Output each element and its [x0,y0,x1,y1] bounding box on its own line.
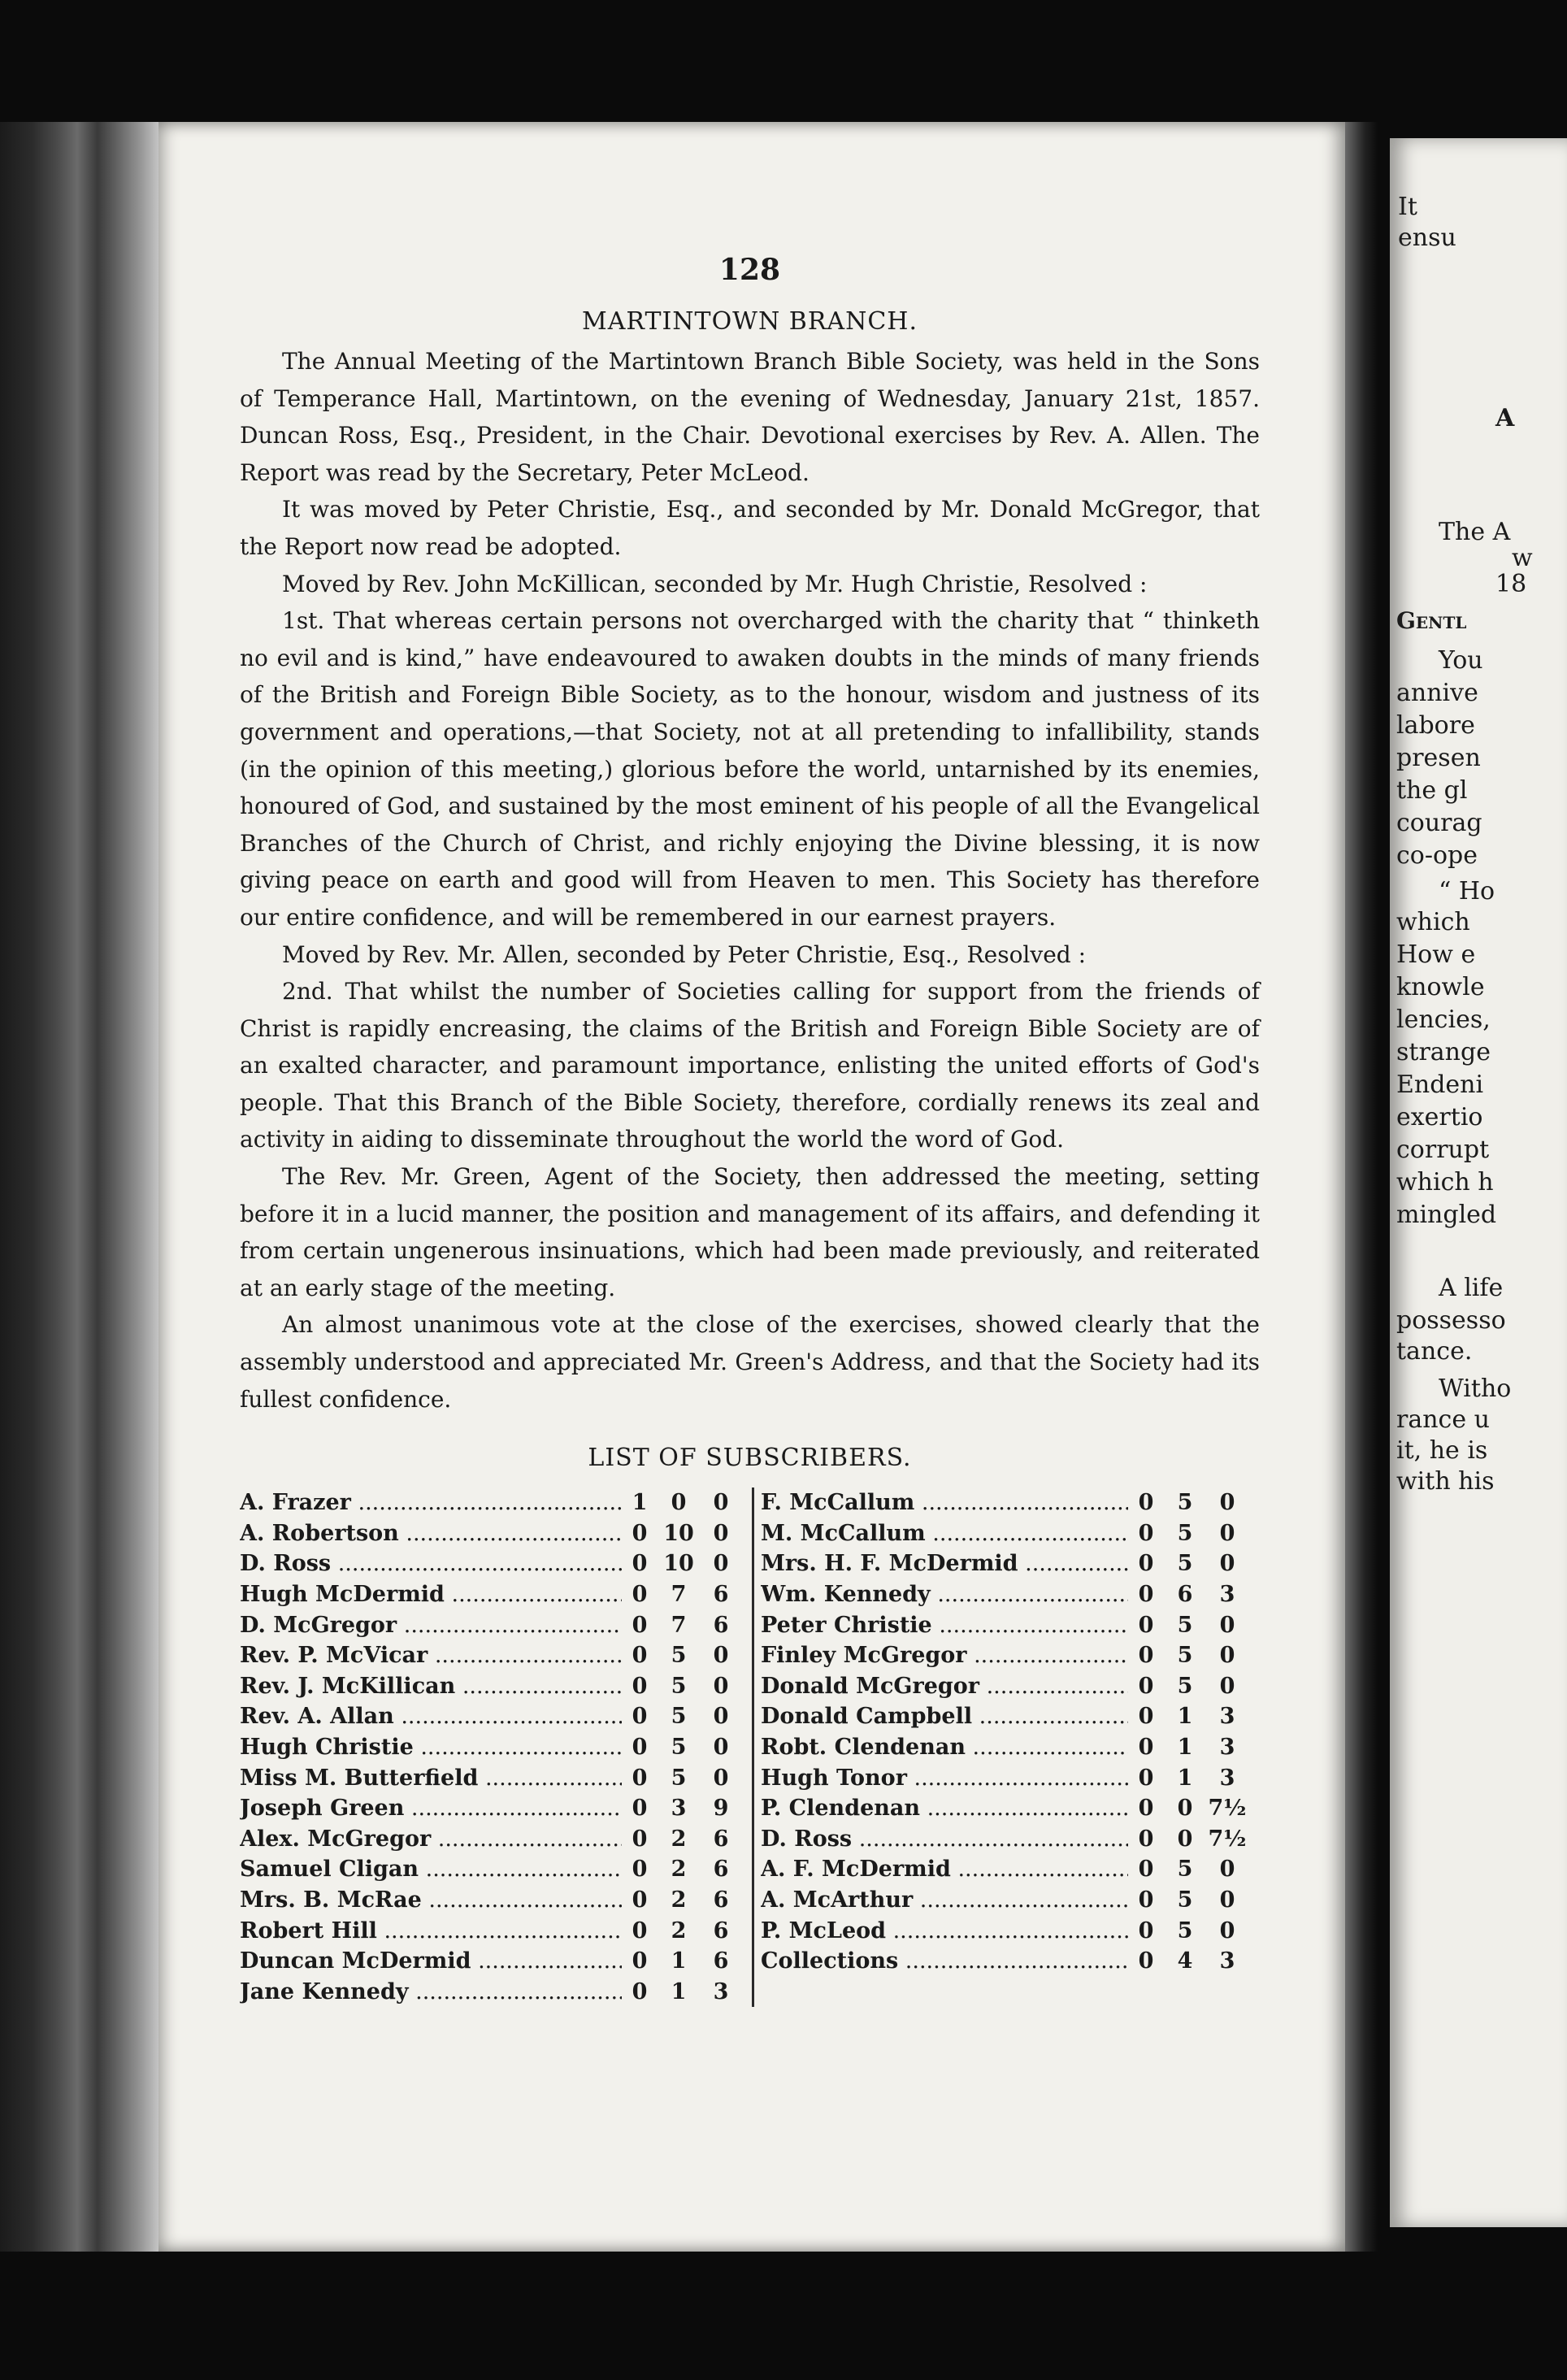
facing-page-text: exertio [1396,1103,1483,1131]
subscriber-name: A. Frazer ..... [240,1488,622,1518]
subscriber-row [761,1732,1260,1763]
paragraph-report-adopted: It was moved by Peter Christie, Esq., and seconded by Mr. Donald McGregor, that the Report now read be adopted. [240,496,1260,560]
subscriber-name: Rev. J. McKillican ..... [240,1671,622,1702]
facing-page-text: strange [1396,1038,1491,1066]
paragraph-first-resolution: 1st. That whereas certain persons not overcharged with the charity that “ thinketh no evil and is kind,” have endeavoured to awaken doubts in the minds of many friends of the British and Foreign Bible Society, as to the honour, wisdom and justness of its government and operations,—that Society, not at all pretending to infallibility, stands (in the opinion of this meeting,) glorious before the world, untarnished by its enemies, honoured of God, and sustained by the most eminent of his people of all the Evangelical Branches of the Church of Christ, and richly enjoying the Divine blessing, it is now giving peace on earth and good will from Heaven to men. This Society has therefore our entire confidence, and will be remembered in our earnest prayers. [240,607,1260,931]
facing-page-text: knowle [1396,973,1485,1001]
facing-page-text: 18 [1495,570,1527,598]
subscriber-shillings: 7 [671,1612,687,1638]
subscriber-row [240,1701,742,1732]
subscriber-pounds: 0 [1138,1734,1154,1760]
facing-page-text: A [1495,404,1515,432]
subscriber-pounds: 0 [632,1765,648,1791]
subscriber-name: Hugh McDermid ..... [240,1579,622,1610]
facing-page-text: ensu [1398,224,1456,252]
subscriber-shillings: 1 [671,1978,687,2004]
facing-page-text: Gentl [1396,607,1467,634]
subscribers-title: LIST OF SUBSCRIBERS. [588,1444,912,1473]
subscriber-row [761,1640,1260,1671]
subscriber-pounds: 0 [1138,1765,1154,1791]
subscriber-row [761,1579,1260,1610]
subscriber-row [761,1885,1260,1916]
subscriber-shillings: 7 [671,1582,687,1607]
subscriber-row [240,1548,742,1579]
subscriber-pence: 6 [713,1857,729,1883]
subscriber-pence: 0 [713,1643,729,1669]
subscriber-pounds: 1 [632,1490,648,1516]
subscriber-pounds: 0 [1138,1673,1154,1699]
subscriber-row [761,1916,1260,1947]
subscriber-shillings: 0 [1177,1826,1193,1852]
subscriber-pounds: 0 [632,1887,648,1913]
facing-page-text: How e [1396,940,1476,969]
facing-page-text: possesso [1396,1306,1506,1335]
subscriber-shillings: 2 [671,1826,687,1852]
subscriber-shillings: 2 [671,1857,687,1883]
subscriber-row [761,1548,1260,1579]
subscriber-row [761,1763,1260,1794]
subscriber-name: Robert Hill ..... [240,1916,622,1947]
subscriber-row [240,1793,742,1824]
facing-page-text: It [1398,193,1417,221]
subscriber-shillings: 10 [663,1551,694,1577]
subscriber-shillings: 5 [1177,1887,1193,1913]
subscriber-row [761,1701,1260,1732]
subscriber-shillings: 10 [663,1520,694,1546]
subscriber-row [240,1824,742,1855]
subscriber-name: Mrs. B. McRae ..... [240,1885,622,1916]
subscriber-pence: 3 [1219,1734,1235,1760]
subscriber-name: Collections ..... [761,1946,1128,1977]
subscriber-shillings: 6 [1177,1582,1193,1607]
facing-page-text: courag [1396,809,1482,837]
facing-page-text: tance. [1396,1337,1473,1366]
subscriber-name: F. McCallum ..... [761,1488,1128,1518]
subscriber-pence: 0 [713,1520,729,1546]
subscriber-name: Joseph Green ..... [240,1793,622,1824]
subscriber-pence: 0 [1219,1643,1235,1669]
subscriber-name: P. Clendenan ..... [761,1793,1128,1824]
subscriber-pence: 0 [1219,1887,1235,1913]
subscriber-shillings: 0 [1177,1796,1193,1822]
paragraph-annual-meeting: The Annual Meeting of the Martintown Branch Bible Society, was held in the Sons of Temperance Hall, Martintown, on the evening of Wednesday, January 21st, 1857. Duncan Ross, Esq., President, in the Chair. Devotional exercises by Rev. A. Allen. The Report was read by the Secretary, Peter McLeod. [240,348,1260,486]
subscriber-pence: 3 [1219,1765,1235,1791]
subscriber-row [240,1916,742,1947]
subscriber-pence: 3 [713,1978,729,2004]
subscriber-pounds: 0 [1138,1857,1154,1883]
subscriber-pounds: 0 [1138,1826,1154,1852]
facing-page-text: mingled [1396,1201,1497,1229]
subscriber-name: Donald McGregor ..... [761,1671,1128,1702]
subscriber-shillings: 1 [1177,1765,1193,1791]
subscriber-row [240,1488,742,1518]
subscriber-shillings: 5 [1177,1857,1193,1883]
subscriber-shillings: 5 [1177,1643,1193,1669]
page-number: 128 [718,253,781,287]
subscriber-pounds: 0 [632,1978,648,2004]
subscriber-name: Finley McGregor ..... [761,1640,1128,1671]
subscriber-pence: 6 [713,1917,729,1944]
facing-page-text: which [1396,908,1470,936]
subscriber-row [761,1518,1260,1549]
subscriber-name: A. Robertson ..... [240,1518,622,1549]
facing-page-text: w [1512,544,1533,572]
subscriber-pounds: 0 [632,1704,648,1730]
facing-page-text: which h [1396,1168,1494,1197]
subscriber-shillings: 5 [1177,1612,1193,1638]
subscriber-shillings: 5 [1177,1520,1193,1546]
subscriber-pence: 6 [713,1826,729,1852]
subscriber-pence: 0 [713,1551,729,1577]
facing-page-text: the gl [1396,776,1468,805]
facing-page-text: A life [1439,1274,1504,1302]
subscriber-pounds: 0 [632,1520,648,1546]
subscriber-pounds: 0 [1138,1917,1154,1944]
subscriber-name: A. F. McDermid ..... [761,1854,1128,1885]
subscriber-name: D. Ross ..... [761,1824,1128,1855]
facing-page-text: presen [1396,744,1481,772]
subscriber-pence: 7½ [1208,1826,1247,1852]
subscriber-name: Hugh Tonor ..... [761,1763,1128,1794]
subscriber-name: Robt. Clendenan ..... [761,1732,1128,1763]
subscriber-shillings: 1 [1177,1704,1193,1730]
subscriber-pence: 0 [1219,1551,1235,1577]
subscriber-pence: 0 [1219,1490,1235,1516]
subscriber-pence: 0 [713,1673,729,1699]
subscriber-pounds: 0 [632,1948,648,1974]
branch-title: MARTINTOWN BRANCH. [582,307,918,336]
subscriber-row [761,1824,1260,1855]
subscriber-pence: 6 [713,1887,729,1913]
facing-page-text: labore [1396,711,1475,740]
subscriber-shillings: 5 [1177,1551,1193,1577]
subscriber-row [240,1518,742,1549]
subscriber-pounds: 0 [1138,1643,1154,1669]
subscriber-pence: 0 [1219,1857,1235,1883]
subscriber-name: Wm. Kennedy ..... [761,1579,1128,1610]
subscriber-pounds: 0 [1138,1582,1154,1607]
subscriber-shillings: 5 [1177,1917,1193,1944]
subscriber-pounds: 0 [632,1582,648,1607]
subscriber-shillings: 0 [671,1490,687,1516]
facing-page-text: with his [1396,1467,1495,1496]
subscriber-row [240,1977,742,2008]
subscriber-pounds: 0 [632,1796,648,1822]
subscriber-pounds: 0 [632,1734,648,1760]
page-content [240,252,1260,2007]
paragraph-second-resolution: 2nd. That whilst the number of Societies calling for support from the friends of Christ is rapidly encreasing, the claims of the British and Foreign Bible Society are of an exalted character, and paramount importance, enlisting the united efforts of God's people. That this Branch of the Bible Society, therefore, cordially renews its zeal and activity in aiding to disseminate throughout the world the word of God. [240,978,1260,1153]
subscriber-pence: 3 [1219,1704,1235,1730]
subscriber-pence: 0 [713,1734,729,1760]
facing-page-text: “ Ho [1439,877,1495,906]
subscriber-pounds: 0 [1138,1948,1154,1974]
subscriber-pounds: 0 [1138,1490,1154,1516]
subscriber-pence: 6 [713,1582,729,1607]
subscriber-row [761,1854,1260,1885]
subscriber-pounds: 0 [1138,1551,1154,1577]
subscriber-pence: 0 [1219,1612,1235,1638]
subscriber-pounds: 0 [632,1673,648,1699]
subscriber-pence: 0 [1219,1520,1235,1546]
subscriber-pence: 0 [1219,1917,1235,1944]
subscriber-pence: 7½ [1208,1796,1247,1822]
subscriber-pounds: 0 [1138,1796,1154,1822]
subscriber-name: Alex. McGregor ..... [240,1824,622,1855]
subscriber-pence: 6 [713,1612,729,1638]
subscriber-name: Rev. A. Allan ..... [240,1701,622,1732]
subscriber-pence: 3 [1219,1948,1235,1974]
subscriber-shillings: 2 [671,1887,687,1913]
facing-page-text: rance u [1396,1405,1490,1434]
facing-page-text: You [1439,646,1483,675]
subscriber-pounds: 0 [1138,1887,1154,1913]
subscriber-pounds: 0 [632,1917,648,1944]
subscriber-row [240,1640,742,1671]
subscriber-name: D. Ross ..... [240,1548,622,1579]
subscriber-row [240,1610,742,1641]
subscribers-list [240,1488,1260,2007]
subscriber-row [240,1671,742,1702]
facing-page-text: corrupt [1396,1136,1490,1164]
subscriber-name: A. McArthur ..... [761,1885,1128,1916]
subscriber-pence: 9 [713,1796,729,1822]
subscriber-row [240,1854,742,1885]
subscriber-row [761,1793,1260,1824]
paragraph-moved-allen: Moved by Rev. Mr. Allen, seconded by Peter Christie, Esq., Resolved : [282,940,1087,968]
subscriber-pounds: 0 [632,1826,648,1852]
subscriber-shillings: 1 [671,1948,687,1974]
subscriber-pounds: 0 [1138,1704,1154,1730]
facing-page-text: lencies, [1396,1005,1491,1034]
book-binding [0,122,163,2252]
subscriber-shillings: 5 [671,1734,687,1760]
facing-page-text: The A [1439,518,1511,546]
subscriber-name: Hugh Christie ..... [240,1732,622,1763]
facing-page-text: annive [1396,679,1478,707]
subscriber-pence: 6 [713,1948,729,1974]
subscriber-name: Mrs. H. F. McDermid ..... [761,1548,1128,1579]
subscriber-pounds: 0 [632,1612,648,1638]
paragraph-moved-mckillican: Moved by Rev. John McKillican, seconded by Mr. Hugh Christie, Resolved : [282,570,1148,597]
facing-page-text: co-ope [1396,841,1478,870]
facing-page-text: it, he is [1396,1436,1488,1465]
subscriber-name: Rev. P. McVicar ..... [240,1640,622,1671]
subscriber-row [240,1763,742,1794]
subscriber-name: Samuel Cligan ..... [240,1854,622,1885]
subscriber-shillings: 5 [671,1643,687,1669]
subscriber-pence: 0 [713,1765,729,1791]
subscriber-row [240,1946,742,1977]
paragraph-unanimous-vote: An almost unanimous vote at the close of the exercises, showed clearly that the assembly understood and appreciated Mr. Green's Address, and that the Society had its fullest confidence. [240,1311,1260,1413]
subscriber-row [761,1488,1260,1518]
subscriber-name: M. McCallum ..... [761,1518,1128,1549]
subscriber-name: Peter Christie ..... [761,1610,1128,1641]
subscribers-left-column [240,1488,742,2007]
subscriber-name: Donald Campbell ..... [761,1701,1128,1732]
subscriber-name: Miss M. Butterfield ..... [240,1763,622,1794]
subscriber-name: Jane Kennedy ..... [240,1977,622,2008]
subscriber-shillings: 2 [671,1917,687,1944]
subscriber-name: Duncan McDermid ..... [240,1946,622,1977]
subscriber-shillings: 1 [1177,1734,1193,1760]
subscriber-shillings: 4 [1177,1948,1193,1974]
subscriber-pounds: 0 [1138,1612,1154,1638]
subscriber-row [761,1671,1260,1702]
subscriber-shillings: 5 [671,1673,687,1699]
paragraph-agent-green: The Rev. Mr. Green, Agent of the Society, then addressed the meeting, setting before it in a lucid manner, the position and management of its affairs, and defending it from certain ungenerous insinuations, which had been made previously, and reiterated at an early stage of the meeting. [240,1163,1260,1301]
subscriber-row [240,1885,742,1916]
subscriber-shillings: 3 [671,1796,687,1822]
subscriber-name: P. McLeod ..... [761,1916,1128,1947]
subscriber-shillings: 5 [1177,1673,1193,1699]
subscriber-row [761,1610,1260,1641]
subscriber-pence: 0 [713,1704,729,1730]
subscriber-pounds: 0 [632,1857,648,1883]
subscriber-name: D. McGregor ..... [240,1610,622,1641]
subscriber-pounds: 0 [1138,1520,1154,1546]
subscriber-shillings: 5 [671,1765,687,1791]
subscribers-right-column [752,1488,1260,2007]
page-gutter-shadow [1345,122,1378,2252]
facing-page-text: Endeni [1396,1071,1484,1099]
subscriber-row [240,1579,742,1610]
subscriber-pence: 3 [1219,1582,1235,1607]
facing-page-fragment [1390,138,1567,2227]
subscriber-row [761,1946,1260,1977]
subscriber-pence: 0 [713,1490,729,1516]
subscriber-pounds: 0 [632,1643,648,1669]
subscriber-shillings: 5 [671,1704,687,1730]
facing-page-text: Witho [1439,1375,1512,1403]
subscriber-pence: 0 [1219,1673,1235,1699]
subscriber-shillings: 5 [1177,1490,1193,1516]
subscriber-pounds: 0 [632,1551,648,1577]
subscriber-row [240,1732,742,1763]
